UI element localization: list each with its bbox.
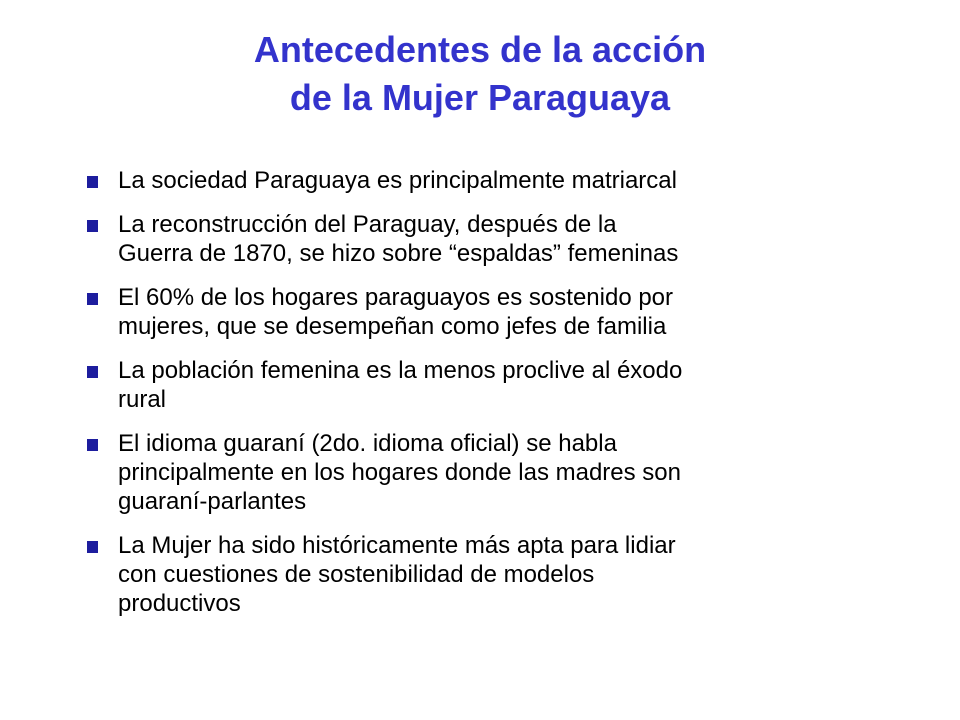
bullet-line: El idioma guaraní (2do. idioma oficial) se habla — [118, 430, 617, 457]
square-bullet-icon — [87, 541, 98, 553]
bullet-line: La población femenina es la menos proclive al éxodo — [118, 357, 683, 384]
square-bullet-icon — [87, 176, 98, 188]
bullet-item — [86, 531, 916, 618]
bullet-line: productivos — [118, 590, 241, 617]
bullet-item — [86, 283, 916, 341]
bullet-line: La reconstrucción del Paraguay, después de la — [118, 211, 617, 238]
square-bullet-icon — [87, 220, 98, 232]
bullet-line: rural — [118, 386, 167, 413]
square-bullet-icon — [87, 293, 98, 305]
slide-title — [0, 26, 960, 122]
bullet-line: La sociedad Paraguaya es principalmente matriarcal — [118, 167, 677, 194]
bullet-line: mujeres, que se desempeñan como jefes de familia — [118, 313, 667, 340]
bullet-list — [86, 166, 916, 633]
bullet-line: El 60% de los hogares paraguayos es sostenido por — [118, 284, 674, 311]
bullet-item — [86, 429, 916, 516]
square-bullet-icon — [87, 366, 98, 378]
bullet-item — [86, 210, 916, 268]
bullet-line: guaraní-parlantes — [118, 488, 307, 515]
bullet-item — [86, 166, 916, 195]
bullet-line: con cuestiones de sostenibilidad de modelos — [118, 561, 595, 588]
title-line-1: Antecedentes de la acción — [253, 29, 707, 70]
bullet-line: principalmente en los hogares donde las madres son — [118, 459, 682, 486]
bullet-line: Guerra de 1870, se hizo sobre “espaldas” femeninas — [118, 240, 679, 267]
bullet-line: La Mujer ha sido históricamente más apta para lidiar — [118, 532, 676, 559]
bullet-item — [86, 356, 916, 414]
square-bullet-icon — [87, 439, 98, 451]
title-line-2: de la Mujer Paraguaya — [289, 77, 671, 118]
